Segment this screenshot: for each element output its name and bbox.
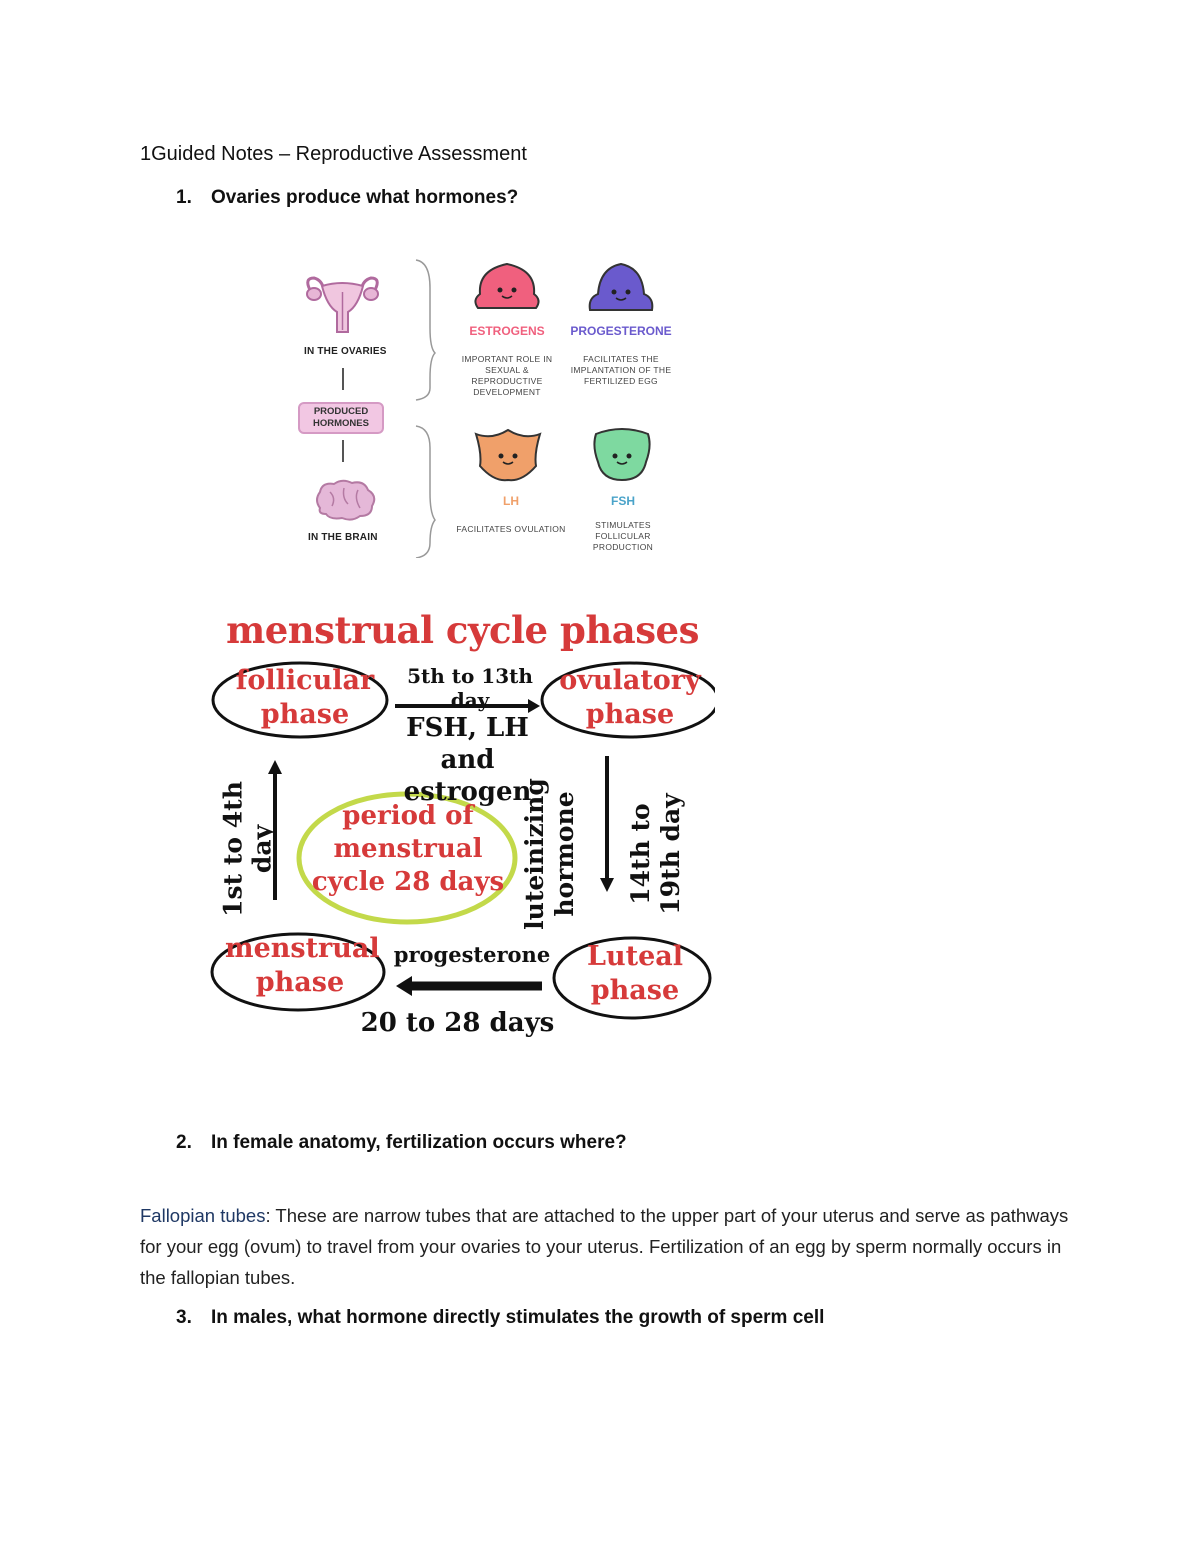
cycle-title: menstrual cycle phases bbox=[226, 608, 699, 652]
question-1-number: 1. bbox=[176, 187, 192, 208]
ovaries-caption: IN THE OVARIES bbox=[304, 346, 387, 357]
center-line-1: period of bbox=[342, 801, 474, 831]
menstrual-cycle-figure bbox=[210, 600, 715, 1100]
luteal-line-2: phase bbox=[590, 975, 680, 1006]
right-days-line-2: 19th day bbox=[656, 793, 685, 915]
fsh-desc: STIMULATES FOLLICULAR PRODUCTION bbox=[592, 520, 654, 552]
menstrual-line-2: phase bbox=[255, 967, 345, 998]
right-hormone-line-2: hormone bbox=[550, 791, 579, 917]
question-1 bbox=[176, 187, 518, 209]
fsh-icon bbox=[586, 422, 658, 484]
estrogens-icon bbox=[470, 258, 545, 318]
progesterone-icon bbox=[584, 258, 659, 318]
estrogens-name: ESTROGENS bbox=[469, 324, 545, 338]
brain-icon bbox=[312, 478, 378, 522]
answer-2-paragraph bbox=[140, 1200, 1080, 1293]
luteal-phase-label bbox=[560, 940, 710, 1008]
fsh-name: FSH bbox=[611, 494, 635, 508]
ovulatory-line-1: ovulatory bbox=[559, 665, 701, 696]
top-hormones-line-1: FSH, LH and bbox=[406, 713, 529, 775]
ovulatory-phase-label bbox=[555, 664, 705, 732]
progesterone-name: PROGESTERONE bbox=[570, 324, 672, 338]
follicular-line-1: follicular bbox=[235, 665, 375, 696]
brain-caption: IN THE BRAIN bbox=[308, 532, 378, 543]
lh-name: LH bbox=[503, 494, 519, 508]
follicular-phase-label bbox=[230, 664, 380, 732]
bottom-days-label: 20 to 28 days bbox=[360, 1008, 555, 1038]
question-2 bbox=[176, 1132, 627, 1154]
top-days-label: 5th to 13th day bbox=[407, 664, 533, 712]
right-days-label bbox=[626, 779, 690, 929]
center-line-2: menstrual bbox=[333, 834, 483, 864]
follicular-line-2: phase bbox=[260, 699, 350, 730]
center-label bbox=[308, 800, 508, 899]
produced-hormones-pill bbox=[298, 402, 384, 434]
document-title: 1Guided Notes – Reproductive Assessment bbox=[140, 143, 527, 165]
menstrual-line-1: menstrual bbox=[225, 933, 380, 964]
question-3 bbox=[176, 1307, 824, 1329]
question-2-number: 2. bbox=[176, 1132, 192, 1153]
left-days-label: 1st to 4th day bbox=[218, 781, 277, 917]
top-hormones-line-2: estrogen bbox=[403, 777, 532, 807]
connector-line bbox=[342, 368, 344, 390]
luteal-line-1: Luteal bbox=[586, 941, 684, 972]
bottom-hormone-label: progesterone bbox=[393, 942, 551, 967]
lh-icon bbox=[472, 422, 544, 484]
question-2-text: In female anatomy, fertilization occurs where? bbox=[211, 1132, 627, 1153]
answer-2-term: Fallopian tubes bbox=[140, 1205, 266, 1226]
center-line-3: cycle 28 days bbox=[311, 867, 505, 897]
right-hormone-line-1: luteinizing bbox=[520, 778, 549, 930]
right-days-line-1: 14th to bbox=[626, 803, 655, 905]
menstrual-phase-label bbox=[225, 932, 380, 1000]
answer-2-text: : These are narrow tubes that are attached to the upper part of your uterus and serve as pathways for your egg (ovum) to travel from your ovaries to your uterus. Fertilization of an egg by sperm normally occurs in the fallopian tubes. bbox=[140, 1205, 1069, 1288]
question-3-number: 3. bbox=[176, 1307, 192, 1328]
produced-line-1: PRODUCED bbox=[313, 406, 369, 417]
uterus-icon bbox=[300, 272, 385, 342]
ovulatory-line-2: phase bbox=[585, 699, 675, 730]
question-1-text: Ovaries produce what hormones? bbox=[211, 187, 519, 208]
connector-line bbox=[342, 440, 344, 462]
brace-decoration bbox=[412, 258, 436, 558]
hormones-figure bbox=[290, 250, 690, 570]
produced-line-2: HORMONES bbox=[313, 418, 369, 429]
question-3-text: In males, what hormone directly stimulates the growth of sperm cell bbox=[211, 1307, 825, 1328]
lh-desc: FACILITATES OVULATION bbox=[456, 524, 566, 534]
right-hormone-label bbox=[520, 774, 584, 934]
estrogens-desc: IMPORTANT ROLE IN SEXUAL & REPRODUCTIVE DEVELOPMENT bbox=[461, 354, 553, 397]
progesterone-desc: FACILITATES THE IMPLANTATION OF THE FERTILIZED EGG bbox=[570, 354, 672, 386]
